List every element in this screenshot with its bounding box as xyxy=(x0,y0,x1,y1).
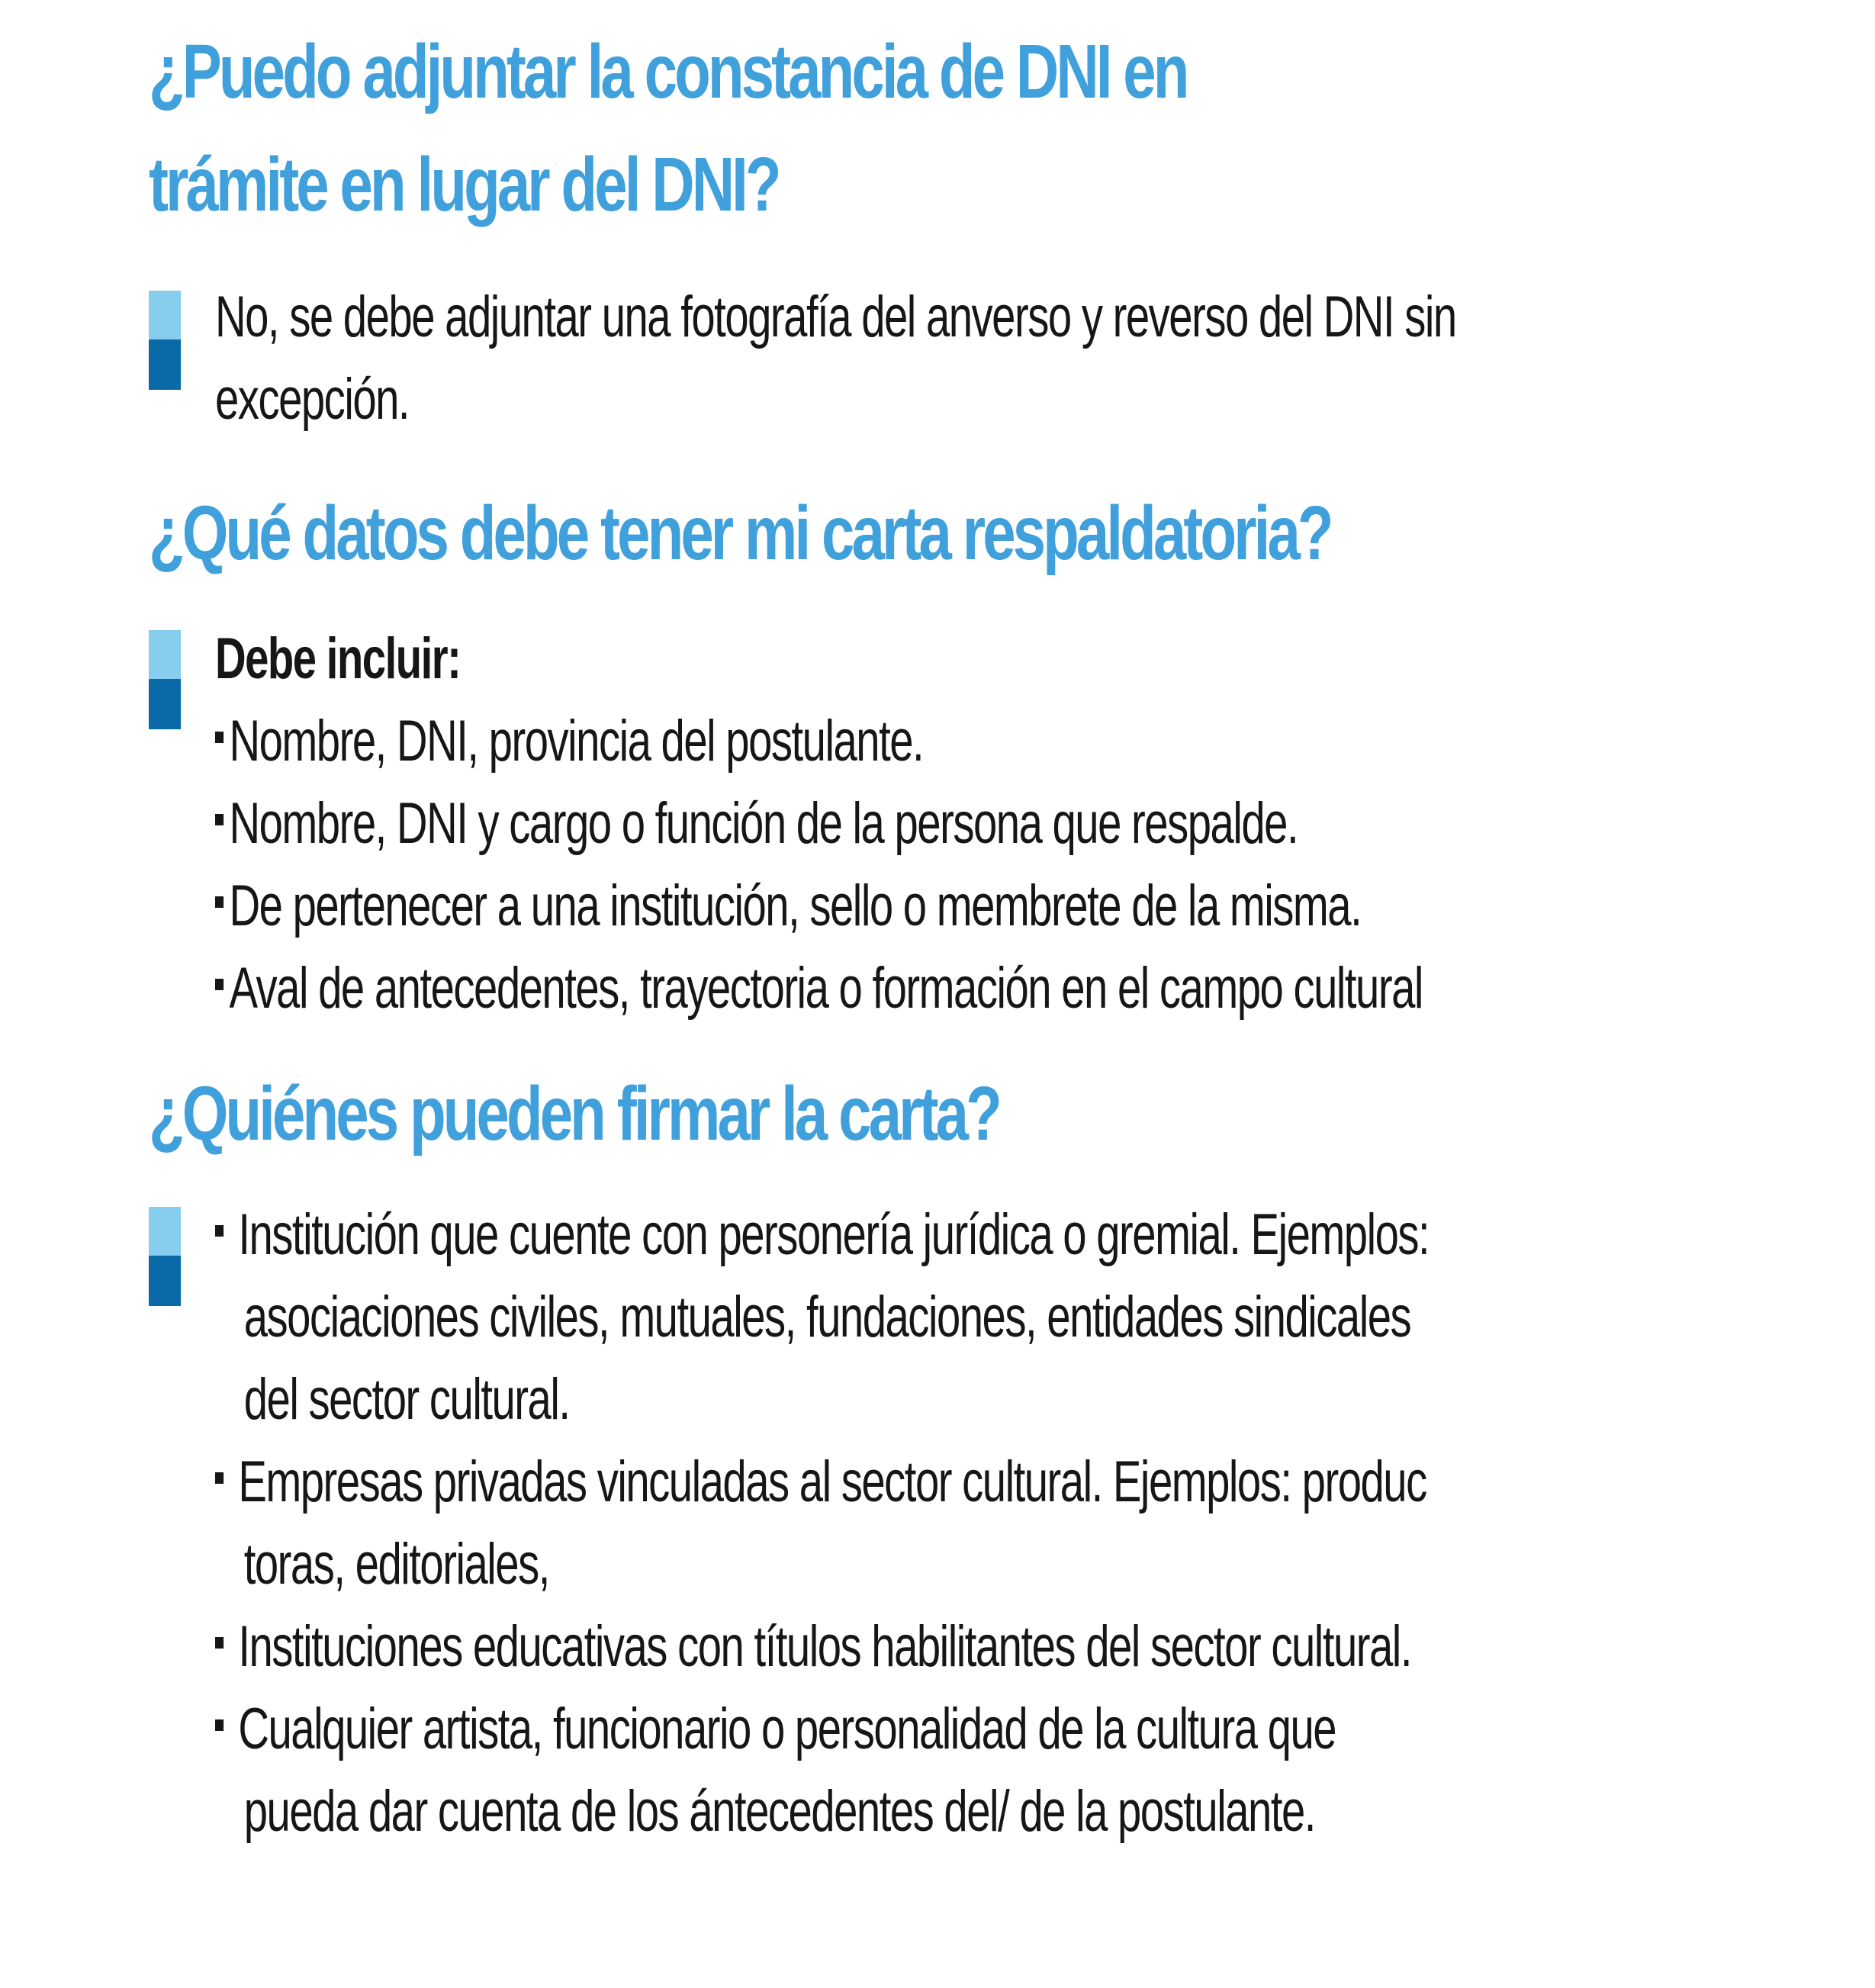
bullet-icon xyxy=(215,1472,224,1484)
firmantes-list xyxy=(215,1194,1429,1853)
section-marker xyxy=(149,291,181,390)
bullet-icon xyxy=(215,1719,224,1731)
list-intro: Debe incluir: xyxy=(215,626,461,691)
question-title-line: ¿Puedo adjuntar la constancia de DNI en xyxy=(149,29,1187,114)
answer-dni xyxy=(215,276,1456,441)
question-title-carta-datos: ¿Qué datos debe tener mi carta respaldatoria? xyxy=(149,491,1331,576)
bullet-icon xyxy=(215,896,224,908)
section-marker xyxy=(149,1207,181,1306)
list-item: Nombre, DNI, provincia del postulante. xyxy=(215,700,1423,783)
question-title-line: trámite en lugar del DNI? xyxy=(149,142,779,227)
answer-line: excepción. xyxy=(215,367,410,432)
section-marker xyxy=(149,630,181,729)
carta-datos-list xyxy=(215,618,1423,1030)
list-item: Nombre, DNI y cargo o función de la persona que respalde. xyxy=(215,783,1423,865)
list-item-continuation: del sector cultural. xyxy=(243,1367,570,1432)
bullet-icon xyxy=(215,1225,224,1237)
question-title-firmantes: ¿Quiénes pueden firmar la carta? xyxy=(149,1071,999,1156)
list-item: Cualquier artista, funcionario o personalidad de la cultura que xyxy=(215,1688,1429,1771)
list-item: De pertenecer a una institución, sello o membrete de la misma. xyxy=(215,865,1423,947)
bullet-icon xyxy=(215,979,224,990)
bullet-icon xyxy=(215,814,224,825)
list-item: Aval de antecedentes, trayectoria o formación en el campo cultural xyxy=(215,947,1423,1030)
list-item-continuation: asociaciones civiles, mutuales, fundaciones, entidades sindicales xyxy=(243,1285,1411,1349)
answer-line: No, se debe adjuntar una fotografía del anverso y reverso del DNI sin xyxy=(215,285,1456,349)
list-item: Instituciones educativas con títulos habilitantes del sector cultural. xyxy=(215,1606,1429,1688)
bullet-icon xyxy=(215,1637,224,1649)
list-item-continuation: pueda dar cuenta de los ántecedentes del/ de la postulante. xyxy=(243,1779,1315,1844)
bullet-icon xyxy=(215,732,224,743)
list-item-continuation: toras, editoriales, xyxy=(243,1532,549,1597)
question-title-dni xyxy=(149,15,1187,241)
list-item: Empresas privadas vinculadas al sector cultural. Ejemplos: produc xyxy=(215,1441,1429,1523)
list-item: Institución que cuente con personería jurídica o gremial. Ejemplos: xyxy=(215,1194,1429,1276)
